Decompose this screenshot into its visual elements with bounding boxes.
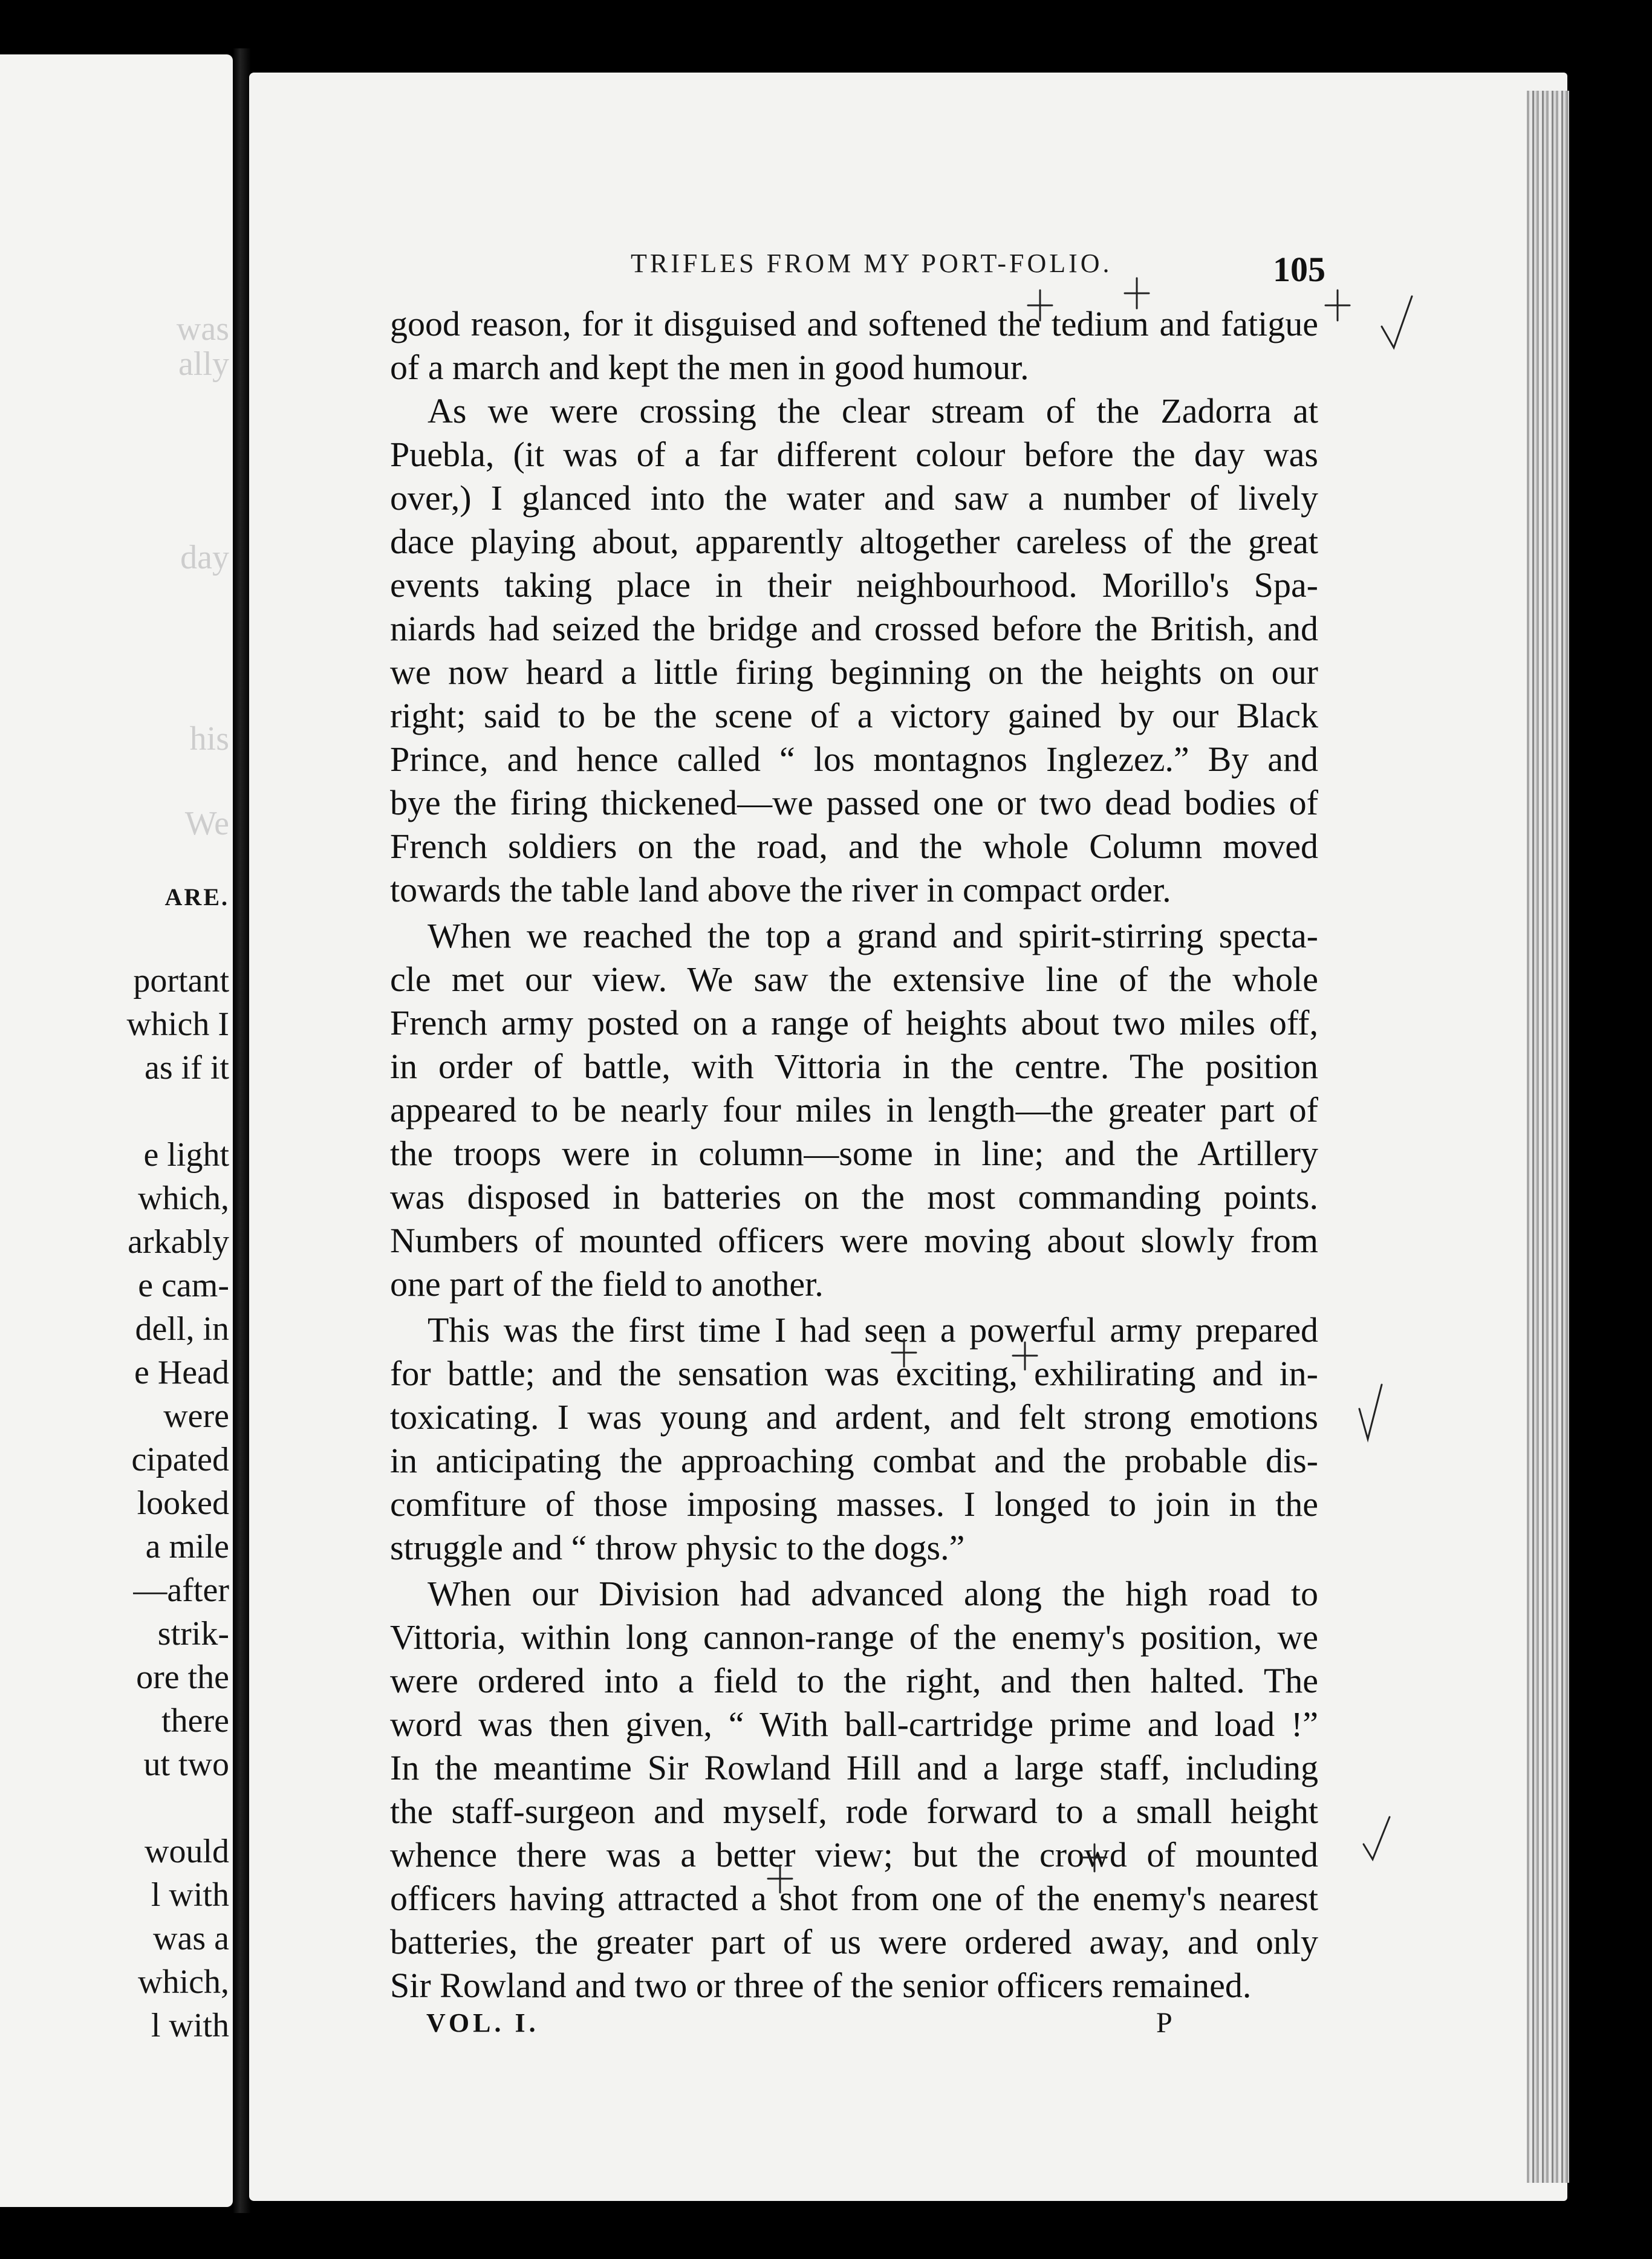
- left-page-fragment: was a: [153, 1920, 229, 1957]
- text-line: When we reached the top a grand and spirit-stirring specta-: [428, 916, 1318, 955]
- left-page-fragment: l with: [151, 2007, 229, 2044]
- left-page: [0, 54, 233, 2207]
- text-line: As we were crossing the clear stream of the Zadorra at: [428, 391, 1318, 431]
- text-line: comfiture of those imposing masses. I longed to join in the: [390, 1484, 1318, 1524]
- text-line: events taking place in their neighbourhood. Morillo's Spa-: [390, 565, 1318, 605]
- text-line: Prince, and hence called “ los montagnos Inglezez.” By and: [390, 739, 1318, 779]
- running-head: TRIFLES FROM MY PORT-FOLIO.: [631, 249, 1113, 278]
- left-page-fragment: e light: [143, 1136, 229, 1174]
- left-page-fragment: which,: [138, 1180, 229, 1217]
- text-line: we now heard a little firing beginning on the heights on our: [390, 652, 1318, 692]
- left-page-fragment: would: [145, 1833, 229, 1870]
- text-line: for battle; and the sensation was exciting, exhilirating and in-: [390, 1354, 1318, 1393]
- left-page-fragment: looked: [137, 1484, 229, 1522]
- text-line: Vittoria, within long cannon-range of the enemy's position, we: [390, 1617, 1318, 1657]
- left-page-fragment: arkably: [128, 1223, 229, 1261]
- text-line: towards the table land above the river in compact order.: [390, 870, 1171, 909]
- text-line: bye the firing thickened—we passed one or two dead bodies of: [390, 783, 1318, 822]
- left-page-fragment: —after: [133, 1572, 229, 1609]
- left-page-fragment: cipated: [131, 1441, 229, 1478]
- left-page-fragment: were: [163, 1397, 229, 1435]
- text-line: in anticipating the approaching combat and the probable dis-: [390, 1441, 1318, 1480]
- text-line: whence there was a better view; but the crowd of mounted: [390, 1835, 1318, 1874]
- left-page-fragment: e Head: [134, 1354, 229, 1391]
- text-line: of a march and kept the men in good humour.: [390, 348, 1029, 387]
- text-line: Puebla, (it was of a far different colour before the day was: [390, 435, 1318, 474]
- left-page-fragment: ore the: [136, 1659, 229, 1696]
- text-line: over,) I glanced into the water and saw a number of lively: [390, 478, 1318, 518]
- text-line: niards had seized the bridge and crossed before the British, and: [390, 609, 1318, 648]
- text-line: one part of the field to another.: [390, 1264, 824, 1304]
- left-page-fragment: ARE.: [164, 883, 229, 911]
- text-line: Sir Rowland and two or three of the senior officers remained.: [390, 1966, 1252, 2005]
- text-line: word was then given, “ With ball-cartridge prime and load !”: [390, 1705, 1318, 1744]
- text-line: dace playing about, apparently altogether careless of the great: [390, 522, 1318, 561]
- left-page-fragment: which I: [126, 1006, 229, 1043]
- left-page-fragment: a mile: [145, 1528, 229, 1565]
- left-page-fragment: strik-: [157, 1615, 229, 1653]
- book-gutter: [233, 48, 251, 2213]
- text-line: French army posted on a range of heights about two miles off,: [390, 1003, 1318, 1042]
- text-line: was disposed in batteries on the most commanding points.: [390, 1177, 1318, 1217]
- text-line: in order of battle, with Vittoria in the centre. The position: [390, 1047, 1318, 1086]
- left-page-fragment: l with: [151, 1876, 229, 1914]
- left-page-fragment: there: [161, 1702, 229, 1740]
- text-line: Numbers of mounted officers were moving about slowly from: [390, 1221, 1318, 1260]
- left-page-fragment: as if it: [145, 1049, 229, 1087]
- text-line: When our Division had advanced along the high road to: [428, 1574, 1318, 1613]
- footer-signature-mark: P: [1156, 2007, 1172, 2039]
- text-line: In the meantime Sir Rowland Hill and a large staff, including: [390, 1748, 1318, 1787]
- text-line: struggle and “ throw physic to the dogs.”: [390, 1528, 965, 1567]
- left-page-fragment: e cam-: [138, 1267, 229, 1304]
- text-line: the troops were in column—some in line; and the Artillery: [390, 1134, 1318, 1173]
- text-line: good reason, for it disguised and softened the tedium and fatigue: [390, 304, 1318, 343]
- left-page-fragment: ut two: [143, 1746, 229, 1783]
- text-line: French soldiers on the road, and the whole Column moved: [390, 827, 1318, 866]
- text-line: right; said to be the scene of a victory gained by our Black: [390, 696, 1318, 735]
- left-page-bleed: was: [176, 310, 229, 348]
- left-page-bleed: his: [189, 720, 229, 758]
- page-edges: [1527, 91, 1569, 2183]
- text-line: batteries, the greater part of us were ordered away, and only: [390, 1922, 1318, 1962]
- text-line: were ordered into a field to the right, and then halted. The: [390, 1661, 1318, 1700]
- text-line: officers having attracted a shot from one of the enemy's nearest: [390, 1879, 1318, 1918]
- left-page-fragment: dell, in: [135, 1310, 229, 1348]
- left-page-bleed: day: [180, 539, 229, 576]
- left-page-fragment: portant: [133, 962, 229, 999]
- footer-volume: VOL. I.: [426, 2008, 539, 2038]
- text-line: cle met our view. We saw the extensive line of the whole: [390, 960, 1318, 999]
- text-line: appeared to be nearly four miles in length—the greater part of: [390, 1090, 1318, 1130]
- left-page-fragment: which,: [138, 1963, 229, 2001]
- page-body-text: [390, 302, 1318, 2007]
- text-line: the staff-surgeon and myself, rode forward to a small height: [390, 1792, 1318, 1831]
- left-page-bleed: ally: [178, 345, 229, 383]
- page-number: 105: [1273, 250, 1325, 289]
- text-line: toxicating. I was young and ardent, and felt strong emotions: [390, 1397, 1318, 1437]
- text-line: This was the first time I had seen a powerful army prepared: [428, 1310, 1318, 1350]
- left-page-bleed: We: [184, 805, 229, 842]
